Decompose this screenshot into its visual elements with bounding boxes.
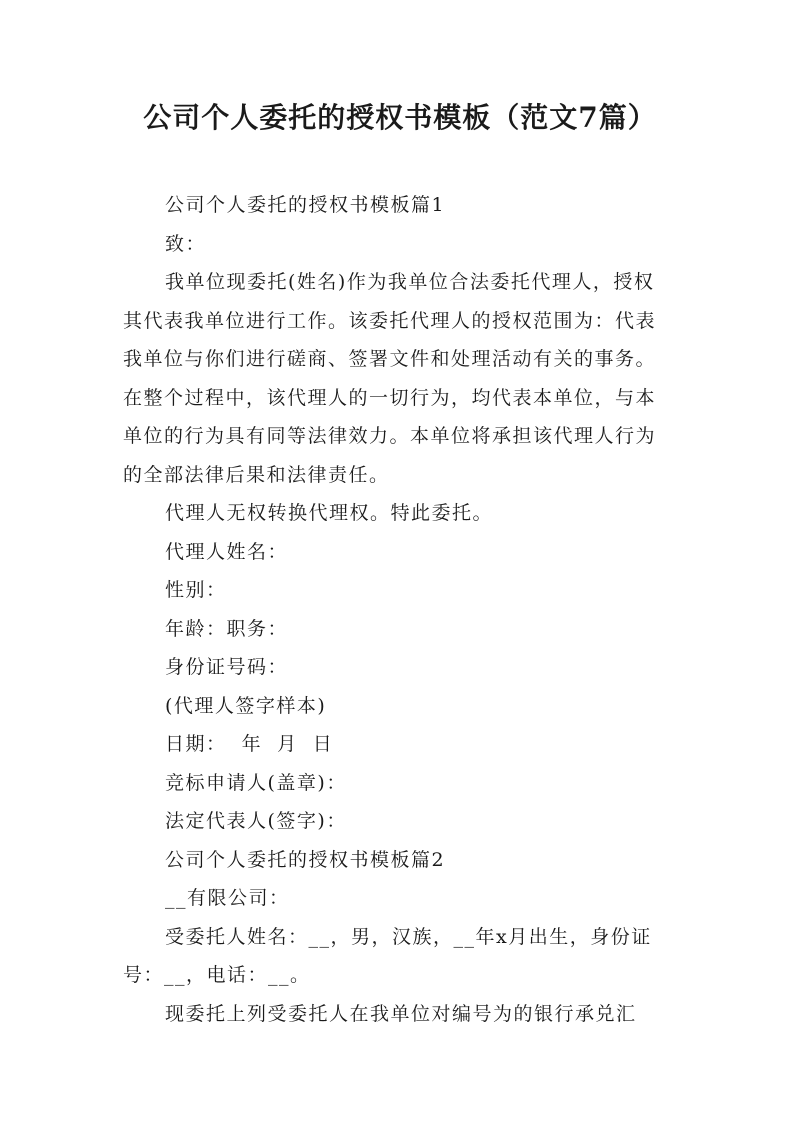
text-line: 代理人姓名： [165, 540, 289, 563]
text-line: 号：__，电话：__。 [123, 964, 311, 986]
text-line: __有限公司： [165, 887, 290, 909]
text-line: 的全部法律后果和法律责任。 [123, 463, 390, 486]
text-line: 现委托上列受委托人在我单位对编号为的银行承兑汇 [165, 1002, 637, 1025]
document-body [123, 186, 688, 1033]
text-line: 其代表我单位进行工作。该委托代理人的授权范围为：代表 [123, 309, 657, 332]
text-line: 我单位与你们进行磋商、签署文件和处理活动有关的事务。 [123, 348, 657, 370]
text-line: 单位的行为具有同等法律效力。本单位将承担该代理人行为 [123, 425, 657, 447]
text-line: 公司个人委托的授权书模板篇2 [165, 848, 446, 871]
document-title: 公司个人委托的授权书模板（范文7篇） [143, 101, 657, 134]
text-line: 竞标申请人(盖章)： [165, 771, 347, 794]
text-line: (代理人签字样本) [165, 694, 327, 717]
text-line: 身份证号码： [165, 656, 289, 678]
text-line: 法定代表人(签字)： [165, 810, 347, 832]
text-line: 年龄：职务： [165, 617, 289, 640]
text-line: 我单位现委托(姓名)作为我单位合法委托代理人，授权 [165, 271, 655, 293]
text-line: 致： [165, 232, 207, 255]
text-line: 性别： [165, 579, 227, 601]
text-line: 公司个人委托的授权书模板篇1 [165, 194, 446, 216]
text-line: 在整个过程中，该代理人的一切行为，均代表本单位，与本 [123, 386, 657, 409]
text-line: 受委托人姓名：__，男，汉族，__年x月出生，身份证 [165, 925, 652, 948]
text-line: 代理人无权转换代理权。特此委托。 [165, 502, 494, 524]
text-line: 日期： 年 月 日 [165, 733, 334, 755]
